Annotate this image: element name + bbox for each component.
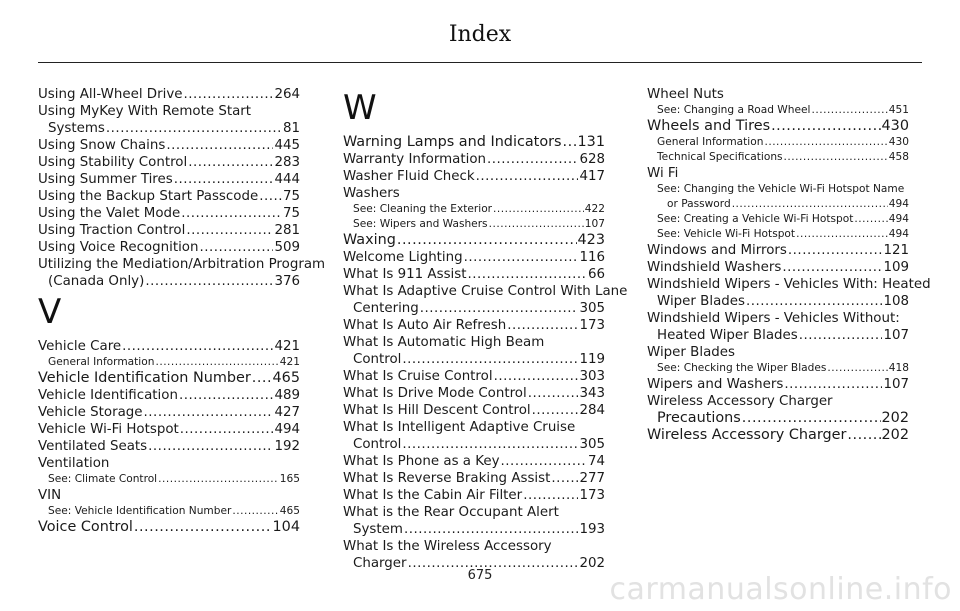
entries-w-continued xyxy=(647,86,931,444)
entry-page-number: 121 xyxy=(883,243,909,258)
entry-title: See: Vehicle Wi-Fi Hotspot xyxy=(657,228,796,240)
dot-leader xyxy=(796,227,888,242)
entry-page-number: 264 xyxy=(274,87,300,102)
dot-leader xyxy=(186,222,273,239)
dot-leader xyxy=(784,376,882,393)
index-entry xyxy=(647,410,909,427)
entry-title: Windows and Mirrors xyxy=(647,243,787,258)
dot-leader xyxy=(811,103,887,118)
dot-leader xyxy=(468,266,587,283)
index-entry xyxy=(38,370,300,387)
dot-leader xyxy=(746,293,882,310)
entry-title: Voice Control xyxy=(38,519,133,535)
entry-page-number: 423 xyxy=(577,232,605,248)
dot-leader xyxy=(782,259,882,276)
dot-leader xyxy=(489,217,584,232)
dot-leader xyxy=(563,134,577,151)
dot-leader xyxy=(148,438,273,455)
entry-title: Warranty Information xyxy=(343,152,487,167)
entry-title: Using the Valet Mode xyxy=(38,206,181,221)
index-entry xyxy=(647,427,909,444)
entry-page-number: 81 xyxy=(282,121,300,136)
entry-title: See: Wipers and Washers xyxy=(353,218,488,230)
dot-leader xyxy=(188,154,273,171)
dot-leader xyxy=(507,317,578,334)
entry-page-number: 107 xyxy=(883,377,909,392)
entry-title: What Is Phone as a Key xyxy=(343,454,500,469)
index-entry xyxy=(38,171,300,188)
index-heading: Wiper Blades xyxy=(647,345,735,360)
entry-page-number: 343 xyxy=(579,386,605,401)
dot-leader xyxy=(259,188,282,205)
entry-page-number: 193 xyxy=(579,522,605,537)
entry-page-number: 119 xyxy=(579,352,605,367)
index-column-1 xyxy=(38,86,326,536)
dot-leader xyxy=(827,361,887,376)
entry-title: Warning Lamps and Indicators xyxy=(343,134,562,150)
entry-page-number: 418 xyxy=(888,362,909,374)
entry-page-number: 75 xyxy=(282,206,300,221)
index-entry xyxy=(343,217,605,232)
index-entry xyxy=(38,239,300,256)
entry-title: Using Snow Chains xyxy=(38,138,166,153)
entry-title: What Is Auto Air Refresh xyxy=(343,318,507,333)
entry-title: Precautions xyxy=(657,410,741,426)
entry-title: Using Voice Recognition xyxy=(38,240,199,255)
dot-leader xyxy=(158,472,279,487)
watermark: carmanualsonline.info xyxy=(609,572,952,607)
page-title: Index xyxy=(448,22,512,47)
index-heading: Ventilation xyxy=(38,456,110,471)
dot-leader xyxy=(144,404,274,421)
index-heading: What Is Intelligent Adaptive Cruise xyxy=(343,420,576,435)
index-entry xyxy=(343,368,605,385)
dot-leader xyxy=(551,470,578,487)
index-entry xyxy=(343,317,605,334)
index-entry xyxy=(343,202,605,217)
dot-leader xyxy=(180,421,274,438)
entry-page-number: 458 xyxy=(888,151,909,163)
index-entry xyxy=(38,355,300,370)
dot-leader xyxy=(847,427,880,444)
entry-title: Vehicle Wi-Fi Hotspot xyxy=(38,422,179,437)
index-entry xyxy=(38,519,300,536)
entry-title: Vehicle Identification xyxy=(38,388,178,403)
entry-title: Using All-Wheel Drive xyxy=(38,87,183,102)
entry-page-number: 465 xyxy=(272,370,300,386)
entry-title: (Canada Only) xyxy=(48,274,145,289)
dot-leader xyxy=(771,118,880,135)
entry-page-number: 107 xyxy=(584,218,605,230)
dot-leader xyxy=(402,351,578,368)
entry-title: Wireless Accessory Charger xyxy=(647,427,847,443)
dot-leader xyxy=(788,242,883,259)
index-entry xyxy=(647,242,909,259)
entry-title: Ventilated Seats xyxy=(38,439,148,454)
entry-title: Heated Wiper Blades xyxy=(657,328,798,343)
index-heading: Windshield Wipers - Vehicles Without: xyxy=(647,311,900,326)
entry-title: Using Summer Tires xyxy=(38,172,173,187)
index-entry xyxy=(38,188,300,205)
index-heading: Wheel Nuts xyxy=(647,87,724,102)
dot-leader xyxy=(732,197,888,212)
section-letter-w: W xyxy=(343,88,377,128)
entry-page-number: 202 xyxy=(881,427,909,443)
entry-page-number: 494 xyxy=(888,198,909,210)
entry-page-number: 305 xyxy=(579,437,605,452)
entry-title: See: Changing a Road Wheel xyxy=(657,104,811,116)
entry-page-number: 430 xyxy=(888,136,909,148)
entry-title: See: Cleaning the Exterior xyxy=(353,203,493,215)
index-entry xyxy=(38,387,300,404)
index-entry xyxy=(647,376,909,393)
index-heading: Washers xyxy=(343,186,400,201)
index-entry xyxy=(343,470,605,487)
entry-title: Systems xyxy=(48,121,105,136)
entry-page-number: 445 xyxy=(274,138,300,153)
index-entry xyxy=(38,86,300,103)
entries-v xyxy=(38,338,300,536)
entry-title: What Is the Cabin Air Filter xyxy=(343,488,523,503)
entry-page-number: 165 xyxy=(279,473,300,485)
index-entry xyxy=(647,293,909,310)
entry-page-number: 107 xyxy=(883,328,909,343)
entry-title: Vehicle Identification Number xyxy=(38,370,251,386)
index-entry xyxy=(343,402,605,419)
entry-title: Technical Specifications xyxy=(657,151,783,163)
dot-leader xyxy=(528,385,579,402)
entry-page-number: 109 xyxy=(883,260,909,275)
entry-page-number: 283 xyxy=(274,155,300,170)
index-entry xyxy=(38,472,300,487)
entry-page-number: 444 xyxy=(274,172,300,187)
entry-title: See: Vehicle Identification Number xyxy=(48,505,232,517)
entry-title: or Password xyxy=(667,198,731,210)
dot-leader xyxy=(404,521,579,538)
entry-page-number: 421 xyxy=(279,356,300,368)
entry-page-number: 305 xyxy=(579,301,605,316)
index-entry xyxy=(38,338,300,355)
entry-title: See: Checking the Wiper Blades xyxy=(657,362,827,374)
entry-title: Welcome Lighting xyxy=(343,250,463,265)
index-entry xyxy=(343,487,605,504)
index-entry xyxy=(38,205,300,222)
index-entry xyxy=(38,504,300,519)
entry-page-number: 131 xyxy=(577,134,605,150)
entry-page-number: 303 xyxy=(579,369,605,384)
entry-page-number: 173 xyxy=(579,318,605,333)
entry-page-number: 192 xyxy=(274,439,300,454)
entry-title: See: Climate Control xyxy=(48,473,158,485)
entry-title: Wheels and Tires xyxy=(647,118,771,134)
index-entry xyxy=(647,327,909,344)
entries-w xyxy=(343,134,628,572)
index-entry xyxy=(647,197,909,212)
dot-leader xyxy=(493,202,584,217)
entry-title: What Is Drive Mode Control xyxy=(343,386,527,401)
dot-leader xyxy=(476,168,579,185)
index-entry xyxy=(343,266,605,283)
entry-title: Using Traction Control xyxy=(38,223,186,238)
index-entry xyxy=(647,150,909,165)
index-entry xyxy=(38,222,300,239)
index-heading: What Is the Wireless Accessory xyxy=(343,539,552,554)
index-heading: Wi Fi xyxy=(647,166,679,181)
index-entry xyxy=(38,438,300,455)
index-heading: Utilizing the Mediation/Arbitration Program xyxy=(38,257,326,272)
index-entry xyxy=(647,361,909,376)
index-heading: What Is Adaptive Cruise Control With Lane xyxy=(343,284,628,299)
index-entry xyxy=(647,227,909,242)
index-entry xyxy=(647,135,909,150)
dot-leader xyxy=(174,171,274,188)
entry-title: Washer Fluid Check xyxy=(343,169,475,184)
index-entry xyxy=(343,521,605,538)
index-entry xyxy=(343,351,605,368)
index-heading: VIN xyxy=(38,488,62,503)
index-heading: Wireless Accessory Charger xyxy=(647,394,833,409)
entry-page-number: 116 xyxy=(579,250,605,265)
index-entry xyxy=(647,118,909,135)
index-entry xyxy=(38,421,300,438)
index-entry xyxy=(343,300,605,317)
index-entry xyxy=(647,212,909,227)
index-entry xyxy=(343,151,605,168)
entry-title: Wiper Blades xyxy=(657,294,745,309)
dot-leader xyxy=(402,436,578,453)
entry-page-number: 66 xyxy=(587,267,605,282)
entry-page-number: 202 xyxy=(881,410,909,426)
index-column-2 xyxy=(343,86,628,572)
entry-title: General Information xyxy=(657,136,764,148)
entry-title: System xyxy=(353,522,403,537)
dot-leader xyxy=(179,387,273,404)
entry-title: Charger xyxy=(353,556,407,571)
dot-leader xyxy=(464,249,579,266)
entry-title: Windshield Washers xyxy=(647,260,782,275)
entries-u xyxy=(38,86,326,290)
index-entry xyxy=(38,154,300,171)
entry-page-number: 108 xyxy=(883,294,909,309)
entry-page-number: 494 xyxy=(888,213,909,225)
entry-page-number: 104 xyxy=(272,519,300,535)
entry-page-number: 75 xyxy=(282,189,300,204)
dot-leader xyxy=(232,504,278,519)
entry-title: Waxing xyxy=(343,232,396,248)
index-entry xyxy=(38,404,300,421)
dot-leader xyxy=(134,519,272,536)
dot-leader xyxy=(501,453,587,470)
index-entry xyxy=(343,134,605,151)
dot-leader xyxy=(799,327,883,344)
index-entry xyxy=(343,385,605,402)
index-entry xyxy=(38,273,300,290)
index-heading: Using MyKey With Remote Start xyxy=(38,104,252,119)
dot-leader xyxy=(487,151,578,168)
index-entry xyxy=(343,453,605,470)
entry-page-number: 494 xyxy=(274,422,300,437)
dot-leader xyxy=(742,410,881,427)
entry-title: What Is Reverse Braking Assist xyxy=(343,471,551,486)
entry-title: Control xyxy=(353,437,402,452)
entry-page-number: 417 xyxy=(579,169,605,184)
index-heading: What is the Rear Occupant Alert xyxy=(343,505,559,520)
dot-leader xyxy=(854,212,887,227)
entry-title: Control xyxy=(353,352,402,367)
entry-page-number: 284 xyxy=(579,403,605,418)
entry-page-number: 74 xyxy=(587,454,605,469)
dot-leader xyxy=(155,355,278,370)
dot-leader xyxy=(420,300,579,317)
index-entry xyxy=(343,436,605,453)
dot-leader xyxy=(784,150,888,165)
entry-title: See: Creating a Vehicle Wi-Fi Hotspot xyxy=(657,213,854,225)
index-column-3 xyxy=(647,86,931,444)
title-rule xyxy=(38,62,922,63)
dot-leader xyxy=(166,137,273,154)
dot-leader xyxy=(532,402,579,419)
dot-leader xyxy=(252,370,272,387)
entry-page-number: 509 xyxy=(274,240,300,255)
index-heading: What Is Automatic High Beam xyxy=(343,335,545,350)
index-entry xyxy=(647,103,909,118)
entry-title: Vehicle Storage xyxy=(38,405,143,420)
entry-page-number: 376 xyxy=(274,274,300,289)
entry-page-number: 489 xyxy=(274,388,300,403)
entry-title: Wipers and Washers xyxy=(647,377,784,392)
entry-title: Using the Backup Start Passcode xyxy=(38,189,259,204)
entry-title: General Information xyxy=(48,356,155,368)
entry-page-number: 173 xyxy=(579,488,605,503)
dot-leader xyxy=(184,86,274,103)
dot-leader xyxy=(199,239,273,256)
dot-leader xyxy=(764,135,887,150)
entry-title: What Is Cruise Control xyxy=(343,369,493,384)
dot-leader xyxy=(181,205,282,222)
index-heading: See: Changing the Vehicle Wi-Fi Hotspot Name xyxy=(657,183,905,195)
index-entry xyxy=(38,137,300,154)
index-entry xyxy=(343,168,605,185)
index-heading: Windshield Wipers - Vehicles With: Heated xyxy=(647,277,931,292)
entry-page-number: 281 xyxy=(274,223,300,238)
dot-leader xyxy=(145,273,273,290)
dot-leader xyxy=(122,338,273,355)
section-letter-v: V xyxy=(38,292,62,332)
dot-leader xyxy=(397,232,577,249)
dot-leader xyxy=(494,368,579,385)
entry-page-number: 277 xyxy=(579,471,605,486)
entry-title: Using Stability Control xyxy=(38,155,188,170)
index-entry xyxy=(343,249,605,266)
entry-page-number: 421 xyxy=(274,339,300,354)
entry-title: Vehicle Care xyxy=(38,339,122,354)
entry-page-number: 465 xyxy=(279,505,300,517)
entry-page-number: 451 xyxy=(888,104,909,116)
entry-page-number: 202 xyxy=(579,556,605,571)
entry-page-number: 430 xyxy=(881,118,909,134)
entry-title: What Is 911 Assist xyxy=(343,267,467,282)
index-entry xyxy=(343,232,605,249)
entry-title: What Is Hill Descent Control xyxy=(343,403,531,418)
entry-page-number: 427 xyxy=(274,405,300,420)
entry-page-number: 494 xyxy=(888,228,909,240)
entry-title: Centering xyxy=(353,301,419,316)
dot-leader xyxy=(106,120,282,137)
dot-leader xyxy=(523,487,578,504)
entry-page-number: 422 xyxy=(584,203,605,215)
index-entry xyxy=(647,259,909,276)
page-number: 675 xyxy=(467,568,493,583)
entry-page-number: 628 xyxy=(579,152,605,167)
index-entry xyxy=(38,120,300,137)
